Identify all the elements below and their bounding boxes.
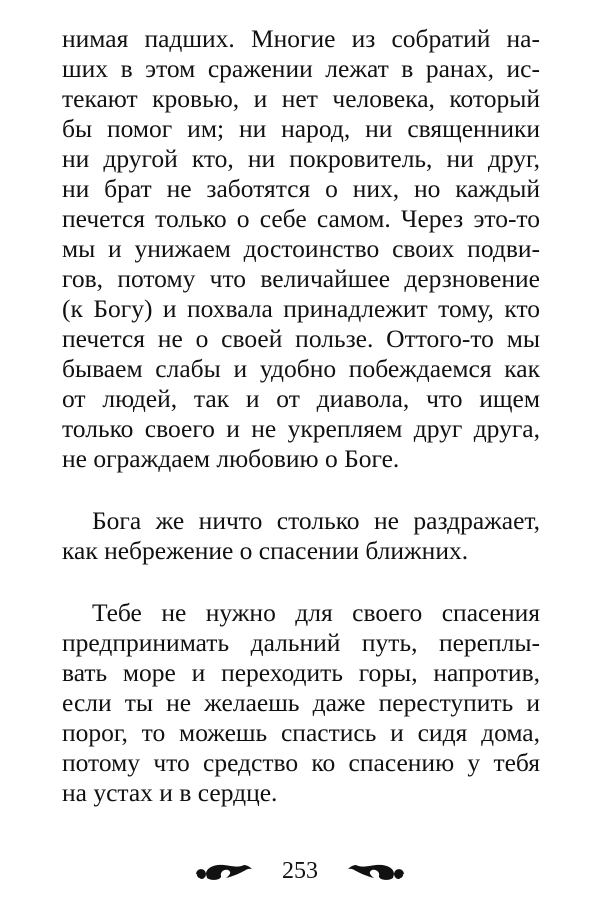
text-line: от людей, так и от диавола, что ищем — [62, 384, 540, 413]
text-line: бываем слабы и удобно побеждаемся как — [62, 354, 540, 383]
text-line: Тебе не нужно для своего спасения — [92, 598, 540, 627]
left-ornament-icon — [192, 860, 272, 884]
text-line: ших в этом сражении лежат в ранах, ис- — [62, 54, 540, 83]
page-footer — [0, 858, 600, 885]
paragraph-gap — [62, 474, 540, 506]
text-line: порог, то можешь спастись и сидя дома, — [62, 718, 540, 747]
text-line: на устах и в сердце. — [62, 778, 278, 807]
page-text — [62, 24, 540, 808]
text-line: не ограждаем любовию о Боге. — [62, 444, 400, 473]
text-line: текают кровью, и нет человека, который — [62, 84, 540, 113]
text-line: предпринимать дальний путь, переплы- — [62, 628, 540, 657]
text-line: печется не о своей пользе. Оттого-то мы — [62, 324, 540, 353]
text-line: гов, потому что величайшее дерзновение — [62, 264, 540, 293]
text-line: печется только о себе самом. Через это-то — [62, 204, 540, 233]
text-line: только своего и не укрепляем друг друга, — [62, 414, 540, 443]
text-line: бы помог им; ни народ, ни священники — [62, 114, 540, 143]
page-number: 253 — [282, 858, 318, 884]
text-line: ни брат не заботятся о них, но каждый — [62, 174, 540, 203]
text-line: потому что средство ко спасению у тебя — [62, 748, 540, 777]
text-line: Бога же ничто столько не раздражает, — [92, 506, 540, 535]
paragraph — [62, 24, 540, 474]
text-line: как небрежение о спасении ближних. — [62, 536, 469, 565]
paragraph-gap — [62, 566, 540, 598]
text-line: ни другой кто, ни покровитель, ни друг, — [62, 144, 540, 173]
text-line: мы и унижаем достоинство своих подви- — [62, 234, 540, 263]
text-line: вать море и переходить горы, напротив, — [62, 658, 540, 687]
paragraph — [62, 598, 540, 808]
text-line: (к Богу) и похвала принадлежит тому, кто — [62, 294, 540, 323]
paragraph — [62, 506, 540, 566]
text-line: если ты не желаешь даже переступить и — [62, 688, 540, 717]
right-ornament-icon — [328, 860, 408, 884]
text-line: нимая падших. Многие из собратий на- — [62, 24, 540, 53]
